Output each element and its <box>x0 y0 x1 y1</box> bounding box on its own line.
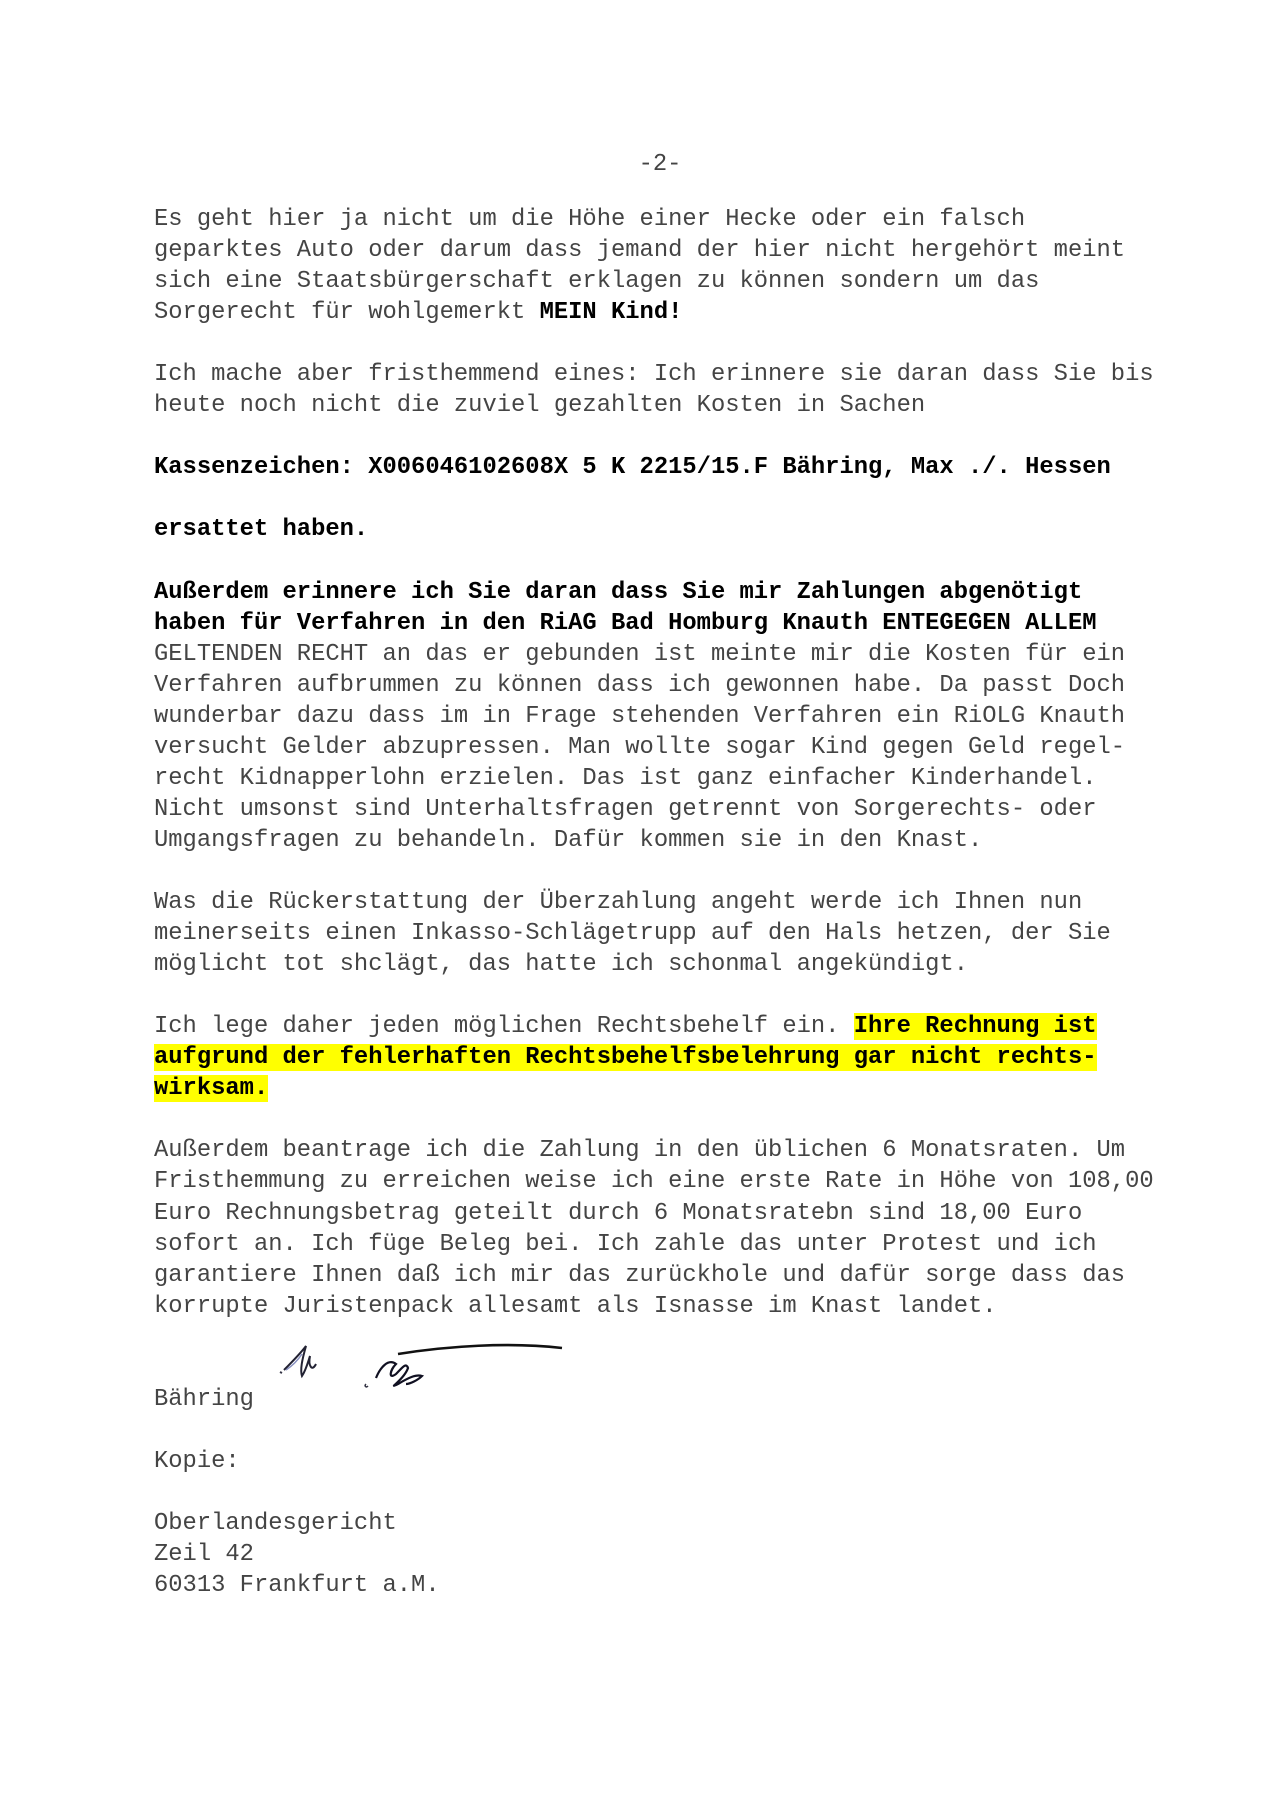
text-line <box>154 1446 1154 1477</box>
text-segment: geparktes Auto oder darum dass jemand der hier nicht hergehört meint <box>154 237 1126 265</box>
blank-line <box>154 1477 1154 1508</box>
text-line <box>154 452 1154 483</box>
text-segment: GELTENDEN RECHT an das er gebunden ist meinte mir die Kosten für ein <box>154 640 1126 668</box>
text-line <box>154 1570 1154 1601</box>
text-line <box>154 701 1154 732</box>
text-line <box>154 1073 1154 1104</box>
blank-line <box>154 483 1154 514</box>
text-segment: recht Kidnapperlohn erzielen. Das ist ganz einfacher Kinderhandel. <box>154 764 1097 792</box>
blank-line <box>154 980 1154 1011</box>
text-segment: sofort an. Ich füge Beleg bei. Ich zahle das unter Protest und ich <box>154 1230 1097 1258</box>
text-line <box>154 514 1154 545</box>
text-line <box>154 732 1154 763</box>
text-line <box>154 794 1154 825</box>
text-line <box>154 1229 1154 1260</box>
text-line <box>154 390 1154 421</box>
text-line <box>154 1260 1154 1291</box>
text-line <box>154 608 1154 639</box>
text-segment: Es geht hier ja nicht um die Höhe einer Hecke oder ein falsch <box>154 206 1026 233</box>
page-number: -2- <box>638 151 682 178</box>
text-segment: Kopie: <box>154 1447 240 1475</box>
text-segment: Außerdem beantrage ich die Zahlung in den üblichen 6 Monatsraten. Um <box>154 1137 1126 1165</box>
text-line <box>154 763 1154 794</box>
text-segment: Verfahren aufbrummen zu können dass ich gewonnen habe. Da passt Doch <box>154 671 1126 699</box>
highlighted-text: Ihre Rechnung ist <box>853 1013 1097 1041</box>
text-line <box>154 235 1154 266</box>
text-segment: Fristhemmung zu erreichen weise ich eine erste Rate in Höhe von 108,00 <box>154 1168 1154 1196</box>
text-segment: Euro Rechnungsbetrag geteilt durch 6 Monatsratebn sind 18,00 Euro <box>154 1199 1083 1227</box>
bold-text: ersattet haben. <box>154 516 369 544</box>
bold-text: Außerdem erinnere ich Sie daran dass Sie mir Zahlungen abgenötigt <box>154 578 1083 606</box>
handwritten-signature <box>278 1340 578 1406</box>
blank-line <box>154 546 1154 577</box>
text-line <box>154 577 1154 608</box>
blank-line <box>154 856 1154 887</box>
text-segment: Was die Rückerstattung der Überzahlung angeht werde ich Ihnen nun <box>154 889 1083 917</box>
text-segment: sich eine Staatsbürgerschaft erklagen zu können sondern um das <box>154 268 1040 296</box>
text-line <box>154 1135 1154 1166</box>
bold-text: haben für Verfahren in den RiAG Bad Homburg Knauth ENTEGEGEN ALLEM <box>154 609 1097 637</box>
text-line <box>154 887 1154 918</box>
bold-text: MEIN Kind! <box>539 299 683 327</box>
blank-line <box>154 328 1154 359</box>
text-segment: garantiere Ihnen daß ich mir das zurückhole und dafür sorge dass das <box>154 1261 1126 1289</box>
text-segment: Zeil 42 <box>154 1541 254 1569</box>
highlighted-text: wirksam. <box>154 1075 269 1103</box>
text-segment: Nicht umsonst sind Unterhaltsfragen getrennt von Sorgerechts- oder <box>154 795 1097 823</box>
text-segment: Bähring <box>154 1385 254 1413</box>
text-line <box>154 1198 1154 1229</box>
text-line <box>154 1042 1154 1073</box>
text-line <box>154 670 1154 701</box>
text-segment: Sorgerecht für wohlgemerkt <box>154 299 540 327</box>
text-segment: 60313 Frankfurt a.M. <box>154 1572 440 1600</box>
bold-text: Kassenzeichen: X006046102608X 5 K 2215/15.F Bähring, Max ./. Hessen <box>154 454 1111 482</box>
blank-line <box>154 1415 1154 1446</box>
text-line <box>154 825 1154 856</box>
text-segment: Ich lege daher jeden möglichen Rechtsbehelf ein. <box>154 1013 854 1041</box>
highlighted-text: aufgrund der fehlerhaften Rechtsbehelfsbelehrung gar nicht rechts- <box>154 1044 1097 1072</box>
text-line <box>154 1011 1154 1042</box>
blank-line <box>154 1104 1154 1135</box>
text-segment: möglicht tot shclägt, das hatte ich schonmal angekündigt. <box>154 951 968 979</box>
text-line <box>154 1291 1154 1322</box>
text-line <box>154 639 1154 670</box>
text-segment: Ich mache aber fristhemmend eines: Ich erinnere sie daran dass Sie bis <box>154 361 1154 389</box>
text-segment: Oberlandesgericht <box>154 1509 397 1537</box>
text-segment: versucht Gelder abzupressen. Man wollte sogar Kind gegen Geld regel- <box>154 733 1126 761</box>
text-segment: korrupte Juristenpack allesamt als Isnasse im Knast landet. <box>154 1292 997 1320</box>
text-segment: meinerseits einen Inkasso-Schlägetrupp auf den Hals hetzen, der Sie <box>154 920 1111 948</box>
blank-line <box>154 421 1154 452</box>
text-line <box>154 918 1154 949</box>
text-line <box>154 359 1154 390</box>
text-line <box>154 1508 1154 1539</box>
text-segment: heute noch nicht die zuviel gezahlten Kosten in Sachen <box>154 392 926 420</box>
text-line <box>154 297 1154 328</box>
text-line <box>154 949 1154 980</box>
text-line <box>154 266 1154 297</box>
text-line <box>154 1539 1154 1570</box>
text-segment: wunderbar dazu dass im in Frage stehenden Verfahren ein RiOLG Knauth <box>154 702 1126 730</box>
text-segment: Umgangsfragen zu behandeln. Dafür kommen sie in den Knast. <box>154 826 983 854</box>
text-line <box>154 1166 1154 1197</box>
text-line <box>154 204 1154 235</box>
